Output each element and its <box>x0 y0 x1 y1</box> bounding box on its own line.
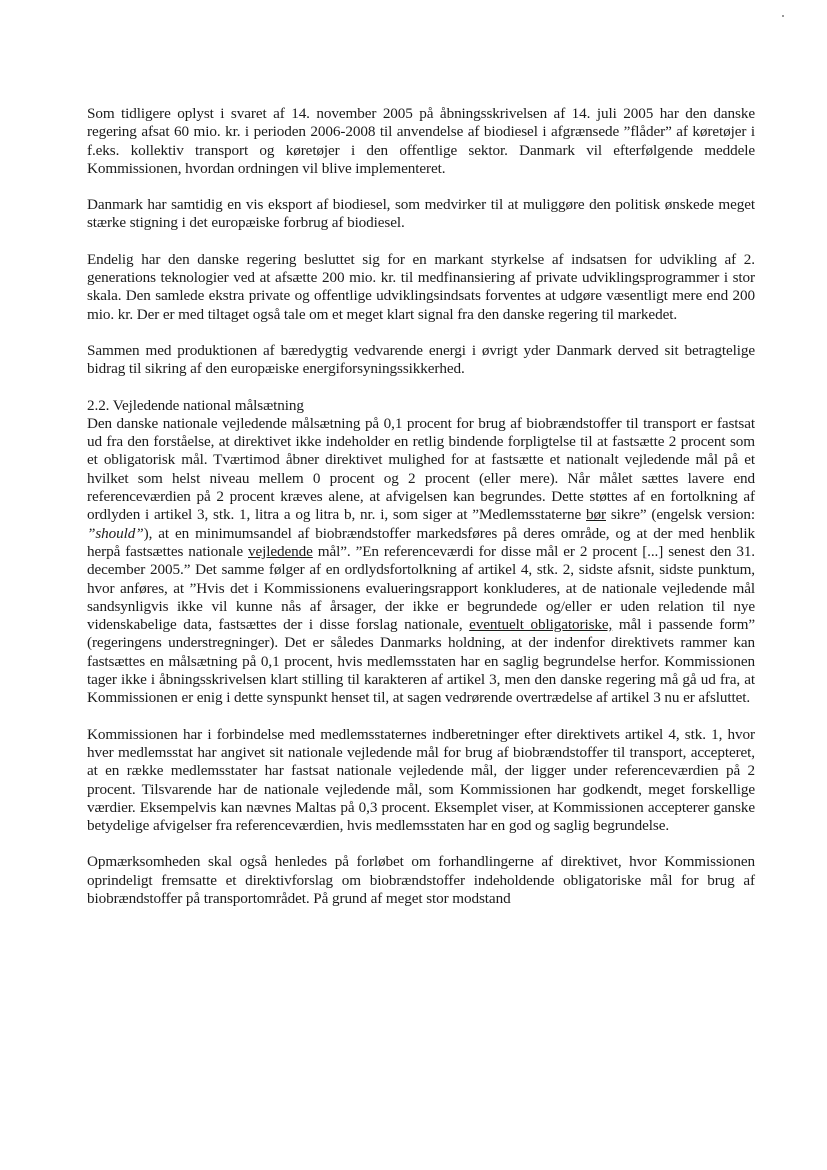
paragraph-biodiesel-export: Danmark har samtidig en vis eksport af biodiesel, som medvirker til at muliggøre den politisk ønskede meget stærke stigning i det europæiske forbrug af biodiesel. <box>87 196 755 232</box>
document-body <box>87 105 755 908</box>
text-run: mål”. ”En referenceværdi for disse mål er 2 procent [...] senest den 31. december 2005.” Det samme følger af en ordlydsfortolkning af artikel 4, stk. 2, sidste afsnit, sidste punktum, hvor anføres, at ”Hvis det i Kommissionens evalueringsrapport konkluderes, at de nationale vejledende mål sandsynligvis ikke vil kunne nås af årsager, der ikke er begrundede og/eller er uden relation til nye videnskabelige data, fastsættes der i disse forslag nationale, <box>87 542 756 634</box>
paragraph-negotiation-history: Opmærksomheden skal også henledes på forløbet om forhandlingerne af direktivet, hvor Kommissionen oprindeligt fremsatte et direktivforslag om biobrændstoffer indeholdende obligatoriske mål for brug af biobrændstoffer på transportområdet. På grund af meget stor modstand <box>87 853 755 907</box>
text-run: sikre” (engelsk version: <box>605 506 755 524</box>
paragraph-biodiesel-funding: Som tidligere oplyst i svaret af 14. november 2005 på åbningsskrivelsen af 14. juli 2005 har den danske regering afsat 60 mio. kr. i perioden 2006-2008 til anvendelse af biodiesel i afgrænsede ”flåder” af køretøjer i f.eks. kollektiv transport og køretøjer i den offentlige sektor. Danmark vil efterfølgende meddele Kommissionen, hvordan ordningen vil blive implementeret. <box>87 105 755 177</box>
italic-text: ”should” <box>87 524 144 542</box>
underlined-text: vejledende <box>248 542 313 560</box>
paragraph-national-target <box>87 415 755 708</box>
paragraph-second-generation: Endelig har den danske regering besluttet sig for en markant styrkelse af indsatsen for udvikling af 2. generations teknologier ved at afsætte 200 mio. kr. til medfinansiering af private udviklingsprogrammer i stor skala. Den samlede ekstra private og offentlige udviklingsindsats forventes at udgøre væsentligt mere end 200 mio. kr. Der er med tiltaget også tale om et meget klart signal fra den danske regering til markedet. <box>87 250 755 323</box>
text-run: ), at en minimumsandel af biobrændstoffer markedsføres på deres område, og at der med henblik herpå fastsættes nationale <box>87 524 755 560</box>
underlined-text: eventuelt obligatoriske, <box>469 616 613 634</box>
paragraph-energy-security: Sammen med produktionen af bæredygtig vedvarende energi i øvrigt yder Danmark derved sit betragtelige bidrag til sikring af den europæiske energiforsyningssikkerhed. <box>87 341 755 378</box>
scan-speck <box>782 15 784 17</box>
text-run: Den danske nationale vejledende målsætning på 0,1 procent for brug af biobrændstoffer til transport er fastsat ud fra den forståelse, at direktivet ikke indeholder en retlig bindende forpligtelse til at fastsætte 2 procent som et obligatorisk mål. Tværtimod åbner direktivet mulighed for at fastsætte et nationalt vejledende mål på et hvilket som helst niveau mellem 0 procent og 2 procent (eller mere). Når målet sættes lavere end referenceværdien på 2 procent kræves alene, at afvigelsen kan begrundes. Dette støttes af en fortolkning af ordlyden i artikel 3, stk. 1, litra a og litra b, nr. i, som siger at ”Medlemsstaterne <box>87 414 755 524</box>
text-run: mål i passende form” (regeringens understregninger). Det er således Danmarks holdning, at der indenfor direktivets rammer kan fastsættes en målsætning på 0,1 procent, hvis medlemsstaten har en saglig begrundelse herfor. Kommissionen tager ikke i åbningsskrivelsen klart stilling til karakteren af artikel 3, men den danske regering må gå ud fra, at Kommissionen er enig i dette synspunkt henset til, at sagen vedrørende overtrædelse af artikel 3 nu er afsluttet. <box>87 616 755 707</box>
section-heading: 2.2. Vejledende national målsætning <box>87 396 304 414</box>
underlined-text: bør <box>586 506 606 524</box>
paragraph-commission-acceptance: Kommissionen har i forbindelse med medlemsstaternes indberetninger efter direktivets artikel 4, stk. 1, hvor hver medlemsstat har angivet sit nationale vejledende mål for brug af biobrændstoffer til transport, accepteret, at en række medlemsstater har fastsat nationale vejledende mål, der ligger under referenceværdien på 2 procent. Tilsvarende har de nationale vejledende mål, som Kommissionen har godkendt, meget forskellige værdier. Eksempelvis kan nævnes Maltas på 0,3 procent. Eksemplet viser, at Kommissionen accepterer ganske betydelige afvigelser fra referenceværdien, hvis medlemsstaten har en god og saglig begrundelse. <box>87 725 755 835</box>
